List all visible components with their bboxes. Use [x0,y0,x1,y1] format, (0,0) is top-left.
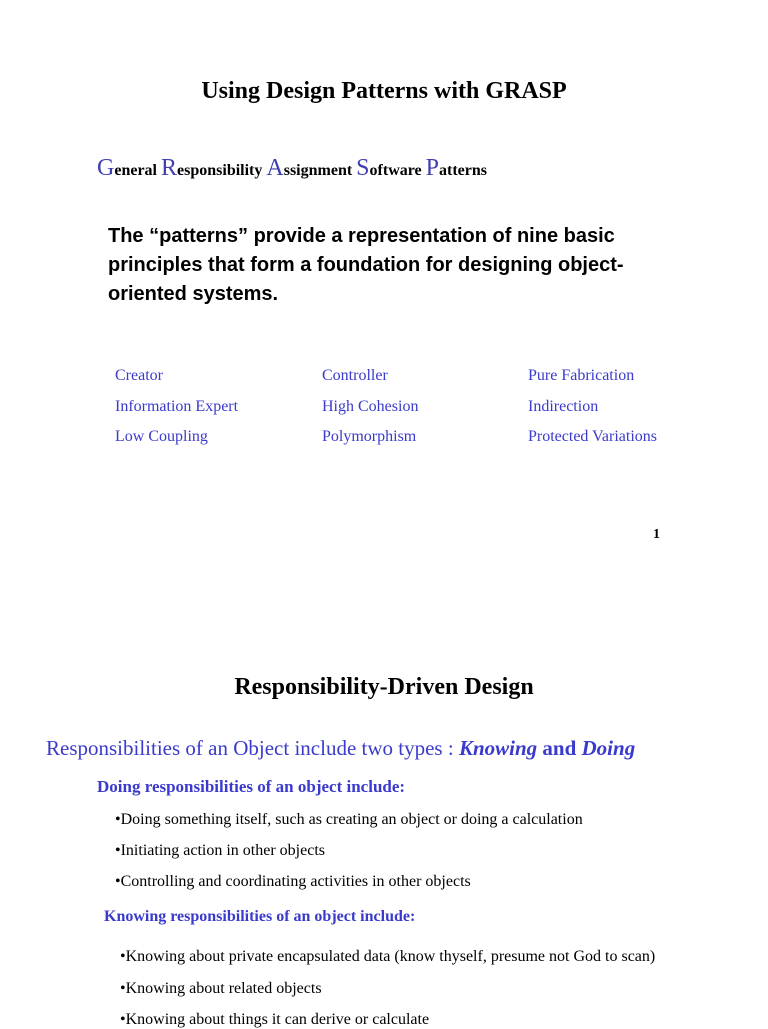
responsibility-types: Responsibilities of an Object include two types : Knowing and Doing [46,736,636,760]
pattern-polymorphism: Polymorphism [322,428,417,445]
acronym-word-patterns: Patterns [425,155,487,181]
pattern-indirection: Indirection [528,398,599,415]
doing-item: •Initiating action in other objects [115,842,325,859]
pattern-pure-fabrication: Pure Fabrication [528,367,635,384]
knowing-heading: Knowing responsibilities of an object include: [104,908,416,925]
slide1-title: Using Design Patterns with GRASP [201,78,567,104]
knowing-item: •Knowing about private encapsulated data (know thyself, presume not God to scan) [120,948,656,965]
pattern-low-coupling: Low Coupling [115,428,208,445]
doing-heading: Doing responsibilities of an object include: [97,777,406,796]
pattern-information-expert: Information Expert [115,398,239,415]
slide2-title: Responsibility-Driven Design [234,674,534,700]
intro-paragraph: The “patterns” provide a representation of nine basic principles that form a foundation for designing object-oriented systems. [108,225,624,305]
pattern-controller: Controller [322,367,388,384]
knowing-item: •Knowing about related objects [120,980,322,997]
doing-item: •Controlling and coordinating activities in other objects [115,873,471,890]
acronym-word-software: Software [356,155,422,181]
grasp-acronym [97,155,487,182]
pattern-protected-variations: Protected Variations [528,428,658,445]
pattern-creator: Creator [115,367,163,384]
acronym-word-assignment: Assignment [266,155,353,181]
acronym-word-general: General [97,155,157,181]
doing-item: •Doing something itself, such as creating an object or doing a calculation [115,811,583,828]
acronym-word-responsibility: Responsibility [161,155,263,181]
pattern-high-cohesion: High Cohesion [322,398,419,415]
page-number: 1 [653,527,660,542]
knowing-item: •Knowing about things it can derive or calculate [120,1011,430,1028]
